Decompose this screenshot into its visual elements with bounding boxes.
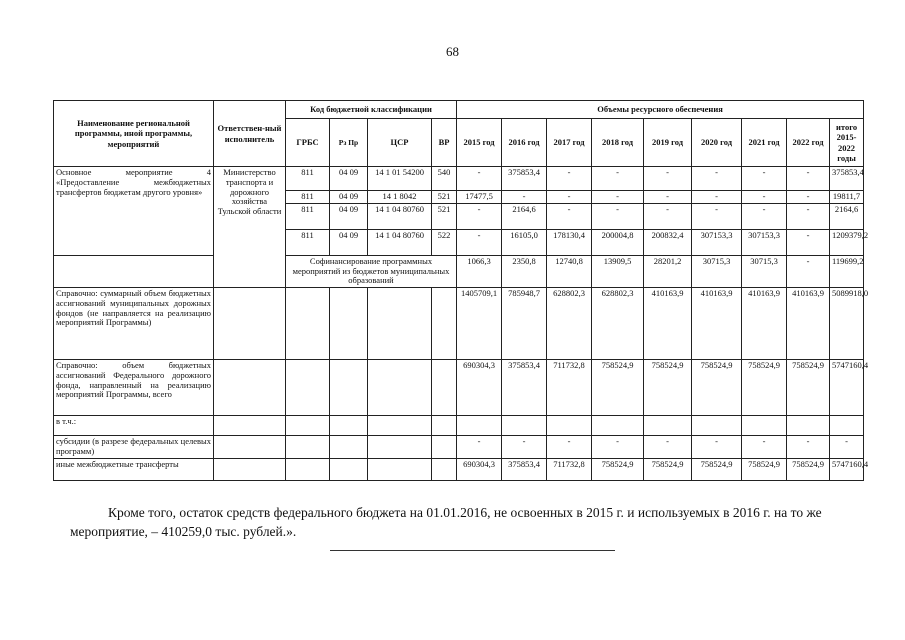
page-number: 68	[446, 44, 459, 59]
closing-paragraph: Кроме того, остаток средств федерального бюджета на 01.01.2016, не освоенных в 2015 г. и используемых в 2016 г. на то же мероприятие, – 410259,0 тыс. рублей.».	[70, 505, 822, 539]
table-cell	[368, 436, 432, 459]
header-year: 2022 год	[787, 119, 830, 167]
table-cell: -	[787, 203, 830, 229]
table-cell	[368, 360, 432, 416]
table-cell: 375853,4	[502, 360, 547, 416]
table-cell: -	[644, 436, 692, 459]
table-cell: -	[742, 191, 787, 204]
header-year: итого 2015-2022 годы	[830, 119, 864, 167]
table-cell: -	[787, 436, 830, 459]
table-row	[54, 167, 864, 191]
table-cell: -	[644, 191, 692, 204]
table-cell: -	[692, 436, 742, 459]
table-cell: 758524,9	[787, 458, 830, 480]
table-cell: 12740,8	[547, 255, 592, 287]
table-cell: 1066,3	[457, 255, 502, 287]
table-cell	[214, 458, 286, 480]
table-row	[54, 416, 864, 436]
table-cell: -	[742, 436, 787, 459]
table-cell: 375853,4	[830, 167, 864, 191]
row-name: Справочно: суммарный объем бюджетных ассигнований муниципальных дорожных фондов (не направляется на реализацию мероприятий Программы)	[54, 288, 214, 360]
header-vr: ВР	[432, 119, 457, 167]
table-cell	[286, 436, 330, 459]
table-row	[54, 255, 864, 287]
table-cell: 758524,9	[644, 360, 692, 416]
table-cell: 13909,5	[592, 255, 644, 287]
table-cell	[286, 360, 330, 416]
table-cell	[368, 458, 432, 480]
table-cell: -	[692, 203, 742, 229]
table-cell: -	[547, 436, 592, 459]
table-cell: 307153,3	[692, 229, 742, 255]
table-cell: -	[787, 191, 830, 204]
table-cell	[547, 416, 592, 436]
table-cell: 04 09	[330, 229, 368, 255]
table-cell	[330, 360, 368, 416]
table-cell: -	[692, 167, 742, 191]
header-rzpr: Рз Пр	[330, 119, 368, 167]
table-cell: 14 1 04 80760	[368, 203, 432, 229]
table-cell: -	[502, 436, 547, 459]
table-cell	[330, 416, 368, 436]
header-csr: ЦСР	[368, 119, 432, 167]
table-cell: -	[644, 167, 692, 191]
table-cell: 758524,9	[644, 458, 692, 480]
table-cell	[214, 436, 286, 459]
table-cell: 758524,9	[742, 458, 787, 480]
table-cell: 811	[286, 167, 330, 191]
table-cell: 1405709,1	[457, 288, 502, 360]
header-executor: Ответствен-ный исполнитель	[214, 101, 286, 167]
table-cell: 410163,9	[644, 288, 692, 360]
table-cell	[644, 416, 692, 436]
table-cell: 711732,8	[547, 360, 592, 416]
table-cell: 410163,9	[787, 288, 830, 360]
table-cell: 14 1 8042	[368, 191, 432, 204]
header-year: 2018 год	[592, 119, 644, 167]
row-name: в т.ч.:	[54, 416, 214, 436]
main-event-executor: Министерство транспорта и дорожного хозяйства Тульской области	[214, 167, 286, 288]
header-year: 2015 год	[457, 119, 502, 167]
table-cell: 307153,3	[742, 229, 787, 255]
table-cell: 375853,4	[502, 167, 547, 191]
header-year: 2017 год	[547, 119, 592, 167]
table-cell: -	[457, 436, 502, 459]
table-cell	[457, 416, 502, 436]
table-row	[54, 436, 864, 459]
row-name: Справочно: объем бюджетных ассигнований Федерального дорожного фонда, направленный на реализацию мероприятий Программы, всего	[54, 360, 214, 416]
table-cell	[592, 416, 644, 436]
table-cell: 28201,2	[644, 255, 692, 287]
table-cell: -	[787, 229, 830, 255]
table-cell	[432, 436, 457, 459]
table-row	[54, 288, 864, 360]
header-name: Наименование региональной программы, иной программы, мероприятий	[54, 101, 214, 167]
header-year: 2016 год	[502, 119, 547, 167]
table-cell: 30715,3	[692, 255, 742, 287]
table-cell: 17477,5	[457, 191, 502, 204]
main-event-name: Основное мероприятие 4 «Предоставление межбюджетных трансфертов бюджетам другого уровня»	[54, 167, 214, 256]
budget-table	[53, 100, 869, 481]
table-cell: 2350,8	[502, 255, 547, 287]
table-cell: -	[547, 203, 592, 229]
table-cell: -	[457, 203, 502, 229]
table-cell: 540	[432, 167, 457, 191]
table-cell: 522	[432, 229, 457, 255]
table-cell: 758524,9	[592, 360, 644, 416]
table-cell: -	[592, 203, 644, 229]
table-cell: 690304,3	[457, 458, 502, 480]
table-cell: 1209379,2	[830, 229, 864, 255]
table-cell: -	[742, 167, 787, 191]
table-cell	[368, 288, 432, 360]
table-cell: -	[547, 167, 592, 191]
table-cell	[432, 416, 457, 436]
table-cell: 758524,9	[742, 360, 787, 416]
table-cell	[742, 416, 787, 436]
table-cell	[214, 416, 286, 436]
table-cell: -	[692, 191, 742, 204]
table-cell: 758524,9	[592, 458, 644, 480]
table-cell: 628802,3	[592, 288, 644, 360]
table-cell: -	[502, 191, 547, 204]
table-cell	[286, 458, 330, 480]
header-resources-group: Объемы ресурсного обеспечения	[457, 101, 864, 119]
table-cell	[830, 416, 864, 436]
header-code-group: Код бюджетной классификации	[286, 101, 457, 119]
table-cell	[432, 458, 457, 480]
table-cell: 04 09	[330, 191, 368, 204]
table-cell: 200004,8	[592, 229, 644, 255]
table-cell: 5089918,0	[830, 288, 864, 360]
table-cell	[787, 416, 830, 436]
table-cell: -	[457, 167, 502, 191]
table-cell: 5747160,4	[830, 360, 864, 416]
table-cell	[330, 458, 368, 480]
table-cell: 14 1 01 54200	[368, 167, 432, 191]
table-cell: -	[644, 203, 692, 229]
table-cell: -	[592, 167, 644, 191]
cofinancing-label: Софинансирование программных мероприятий из бюджетов муниципальных образований	[286, 255, 457, 287]
table-cell: 521	[432, 191, 457, 204]
table-cell: 178130,4	[547, 229, 592, 255]
table-cell: 758524,9	[692, 458, 742, 480]
table-cell	[368, 416, 432, 436]
table-cell: -	[787, 167, 830, 191]
table-cell: 16105,0	[502, 229, 547, 255]
table-cell: -	[592, 436, 644, 459]
table-cell: 628802,3	[547, 288, 592, 360]
table-cell	[502, 416, 547, 436]
table-row	[54, 458, 864, 480]
table-cell: -	[592, 191, 644, 204]
table-cell: 811	[286, 191, 330, 204]
row-name: субсидии (в разрезе федеральных целевых программ)	[54, 436, 214, 459]
table-cell: 690304,3	[457, 360, 502, 416]
table-cell: 2164,6	[502, 203, 547, 229]
table-cell: 5747160,4	[830, 458, 864, 480]
table-cell: 2164,6	[830, 203, 864, 229]
table-cell: -	[547, 191, 592, 204]
header-grbs: ГРБС	[286, 119, 330, 167]
header-year: 2021 год	[742, 119, 787, 167]
table-cell: 811	[286, 203, 330, 229]
table-cell: 375853,4	[502, 458, 547, 480]
table-cell: -	[742, 203, 787, 229]
header-year: 2020 год	[692, 119, 742, 167]
table-cell	[330, 436, 368, 459]
table-cell: 521	[432, 203, 457, 229]
table-cell: 19811,7	[830, 191, 864, 204]
table-cell: -	[457, 229, 502, 255]
table-cell: 811	[286, 229, 330, 255]
table-cell	[692, 416, 742, 436]
table-cell: 04 09	[330, 203, 368, 229]
table-cell: 200832,4	[644, 229, 692, 255]
table-cell: 410163,9	[692, 288, 742, 360]
table-cell: 758524,9	[787, 360, 830, 416]
table-cell	[286, 416, 330, 436]
separator-line	[330, 550, 615, 551]
table-cell	[432, 360, 457, 416]
table-cell: 758524,9	[692, 360, 742, 416]
row-name: иные межбюджетные трансферты	[54, 458, 214, 480]
table-cell	[432, 288, 457, 360]
table-cell: 30715,3	[742, 255, 787, 287]
table-cell	[214, 288, 286, 360]
table-cell: 711732,8	[547, 458, 592, 480]
table-cell: 785948,7	[502, 288, 547, 360]
table-row	[54, 360, 864, 416]
table-cell	[330, 288, 368, 360]
table-cell: 410163,9	[742, 288, 787, 360]
table-cell: -	[830, 436, 864, 459]
table-cell: 119699,2	[830, 255, 864, 287]
header-year: 2019 год	[644, 119, 692, 167]
table-cell	[286, 288, 330, 360]
table-cell: 04 09	[330, 167, 368, 191]
table-cell: -	[787, 255, 830, 287]
table-cell: 14 1 04 80760	[368, 229, 432, 255]
table-cell	[214, 360, 286, 416]
